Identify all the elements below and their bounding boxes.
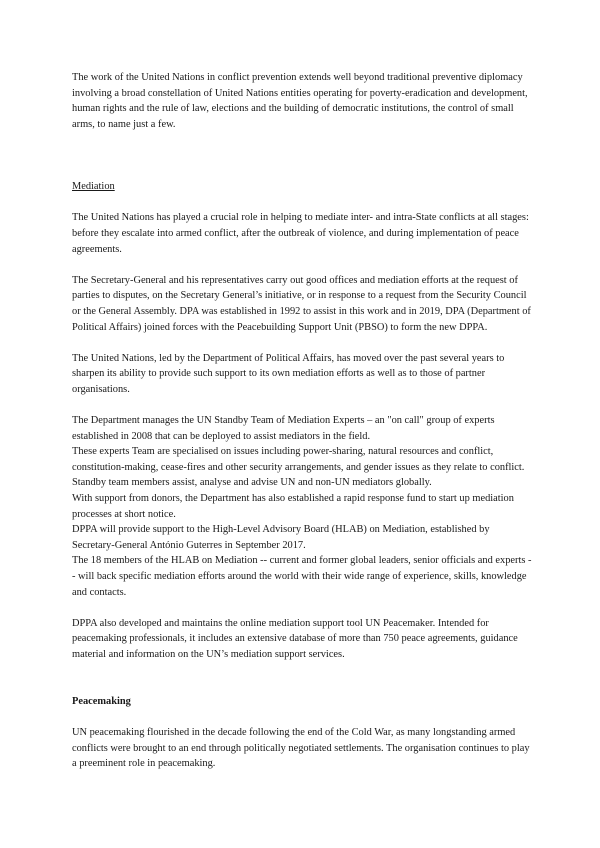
mediation-list-line: These experts Team are specialised on issues including power-sharing, natural resources and conflict, constitution-making, cease-fires and other security arrangements, and gender issues as they relate to conflict. — [72, 446, 525, 473]
mediation-paragraph-3: The United Nations, led by the Department of Political Affairs, has moved over the past several years to sharpen its ability to provide such support to its own mediation efforts as well as to those of partner organisations. — [72, 352, 505, 395]
spacer — [72, 600, 534, 616]
spacer — [72, 132, 534, 179]
mediation-paragraph-2: The Secretary-General and his representatives carry out good offices and mediation efforts at the request of parties to disputes, on the Secretary General’s initiative, or in response to a request from the Security Council or the General Assembly. DPA was established in 1992 to assist in this work and in 2019, DPA (Department of Political Affairs) joined forces with the Peacebuilding Support Unit (PBSO) to form the new DPPA. — [72, 274, 531, 333]
peacemaking-paragraph-1: UN peacemaking flourished in the decade following the end of the Cold War, as many longstanding armed conflicts were brought to an end through politically negotiated settlements. The organisation continues to play a preeminent role in peacemaking. — [72, 726, 530, 770]
document-body — [72, 70, 534, 772]
mediation-paragraph-1: The United Nations has played a crucial role in helping to mediate inter- and intra-State conflicts at all stages: before they escalate into armed conflict, after the outbreak of violence, and during implementation of peace agreements. — [72, 212, 529, 255]
peacemaking-heading: Peacemaking — [72, 695, 131, 707]
spacer — [72, 257, 534, 273]
spacer — [72, 195, 534, 211]
spacer — [72, 678, 534, 694]
spacer — [72, 663, 534, 679]
mediation-paragraph-5: DPPA also developed and maintains the online mediation support tool UN Peacemaker. Intended for peacemaking professionals, it includes an extensive database of more than 750 peace agreements, guidance material and information on the UN’s mediation support services. — [72, 617, 518, 660]
mediation-list-line: With support from donors, the Department has also established a rapid response fund to start up mediation processes at short notice. — [72, 493, 514, 520]
spacer — [72, 335, 534, 351]
spacer — [72, 397, 534, 413]
mediation-list-line: The Department manages the UN Standby Team of Mediation Experts – an "on call" group of experts established in 2008 that can be deployed to assist mediators in the field. — [72, 415, 495, 442]
mediation-list-line: Standby team members assist, analyse and advise UN and non-UN mediators globally. — [72, 477, 432, 489]
intro-paragraph: The work of the United Nations in conflict prevention extends well beyond traditional preventive diplomacy involving a broad constellation of United Nations entities operating for poverty-eradication and development, human rights and the rule of law, elections and the building of democratic institutions, the control of small arms, to name just a few. — [72, 72, 528, 130]
spacer — [72, 709, 534, 725]
mediation-heading: Mediation — [72, 181, 115, 193]
mediation-list-line: DPPA will provide support to the High-Level Advisory Board (HLAB) on Mediation, established by Secretary-General António Guterres in September 2017. — [72, 524, 490, 551]
mediation-list-line: The 18 members of the HLAB on Mediation -- current and former global leaders, senior officials and experts -- will back specific mediation efforts around the world with their wide range of experience, skills, knowledge and contacts. — [72, 555, 532, 598]
